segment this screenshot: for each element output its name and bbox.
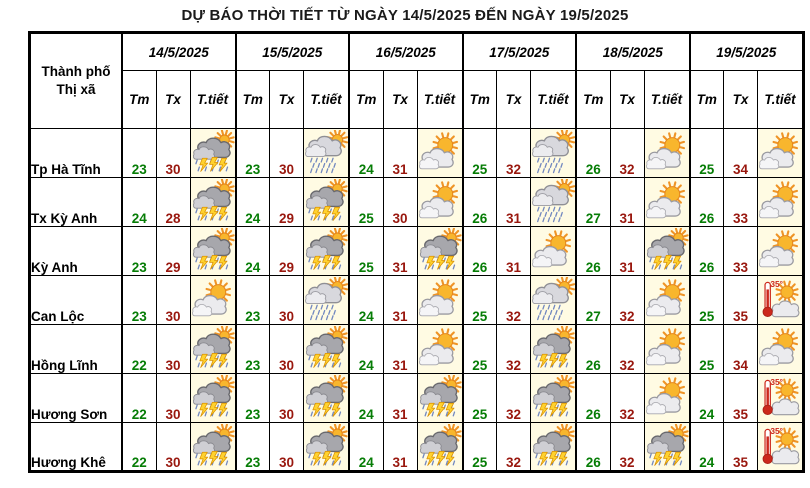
weather-icon-cell (417, 129, 463, 178)
thunder-sun-icon (418, 228, 462, 274)
hot-sun-icon (758, 375, 802, 421)
sun-cloud-icon (758, 326, 802, 372)
rain-drops (311, 158, 336, 172)
rain-sun-icon (531, 179, 575, 225)
tm-value: 26 (576, 325, 610, 374)
tx-value: 32 (610, 374, 644, 423)
tx-value: 32 (610, 325, 644, 374)
rain-sun-icon (304, 130, 348, 176)
lightning-bolt (313, 354, 321, 367)
tx-value: 32 (610, 129, 644, 178)
weather-icon-cell (758, 227, 804, 276)
weather-icon-cell (758, 178, 804, 227)
thunder-sun-icon (191, 326, 235, 372)
tm-value: 25 (463, 325, 497, 374)
subheader-ttiet: T.tiết (531, 71, 577, 129)
tx-value: 32 (497, 276, 531, 325)
subheader-tx: Tx (610, 71, 644, 129)
weather-icon-cell (190, 325, 236, 374)
tx-value: 30 (270, 129, 304, 178)
subheader-ttiet: T.tiết (304, 71, 350, 129)
weather-icon-cell (304, 374, 350, 423)
lightning-bolt (199, 354, 207, 367)
subheader-tx: Tx (497, 71, 531, 129)
weather-icon-cell (758, 325, 804, 374)
lightning-bolt (540, 452, 548, 465)
date-header-1: 14/5/2025 (122, 33, 236, 71)
thunder-sun-icon (191, 179, 235, 225)
tx-value: 31 (383, 374, 417, 423)
tx-value: 32 (497, 423, 531, 472)
weather-icon-cell (190, 227, 236, 276)
tm-value: 26 (690, 178, 724, 227)
subheader-ttiet: T.tiết (644, 71, 690, 129)
tm-value: 25 (463, 423, 497, 472)
rain-drops (538, 207, 563, 221)
table-row (30, 325, 804, 374)
tx-value: 31 (610, 227, 644, 276)
cloud-shape (420, 245, 441, 257)
tx-value: 32 (610, 423, 644, 472)
tx-value: 32 (497, 374, 531, 423)
header-row-sub (30, 71, 804, 129)
sun-cloud-icon (531, 228, 575, 274)
city-cell: Kỳ Anh (30, 227, 123, 276)
subheader-ttiet: T.tiết (190, 71, 236, 129)
cloud-shape (193, 196, 214, 208)
city-cell: Hương Sơn (30, 374, 123, 423)
weather-icon-cell (644, 276, 690, 325)
cloud-shape (306, 343, 327, 355)
tx-value: 34 (724, 129, 758, 178)
tm-value: 24 (349, 325, 383, 374)
tm-value: 23 (122, 227, 156, 276)
tx-value: 32 (610, 276, 644, 325)
corner-header (30, 33, 123, 129)
tx-value: 31 (610, 178, 644, 227)
tm-value: 27 (576, 178, 610, 227)
tx-value: 35 (724, 276, 758, 325)
subheader-ttiet: T.tiết (758, 71, 804, 129)
weather-icon-cell (644, 227, 690, 276)
tm-value: 22 (122, 374, 156, 423)
rain-drops (538, 158, 563, 172)
cloud-shape (772, 301, 799, 317)
tx-value: 35 (724, 374, 758, 423)
lightning-bolt (199, 207, 207, 220)
table-row (30, 276, 804, 325)
cloud-shape (193, 147, 214, 159)
hot-temp-label: 35° (770, 376, 783, 387)
table-row (30, 178, 804, 227)
thunder-sun-icon (645, 424, 689, 470)
hot-temp-label: 35° (770, 425, 783, 436)
thunder-sun-icon (304, 228, 348, 274)
lightning-bolt (540, 403, 548, 416)
table-row (30, 374, 804, 423)
tm-value: 25 (690, 129, 724, 178)
sun-cloud-icon (645, 179, 689, 225)
tm-value: 23 (122, 129, 156, 178)
cloud-shape (306, 196, 327, 208)
weather-icon-cell (758, 276, 804, 325)
weather-icon-cell (190, 423, 236, 472)
city-cell: Can Lộc (30, 276, 123, 325)
tm-value: 25 (690, 325, 724, 374)
rain-sun-icon (531, 130, 575, 176)
weather-icon-cell (304, 178, 350, 227)
rain-sun-icon (304, 277, 348, 323)
sun-cloud-icon (758, 228, 802, 274)
weather-icon-cell (190, 276, 236, 325)
tm-value: 26 (576, 227, 610, 276)
thunder-sun-icon (191, 130, 235, 176)
date-header-3: 16/5/2025 (349, 33, 463, 71)
subheader-tm: Tm (690, 71, 724, 129)
subheader-tm: Tm (236, 71, 270, 129)
tx-value: 31 (383, 227, 417, 276)
city-cell: Hương Khê (30, 423, 123, 472)
thunder-sun-icon (531, 326, 575, 372)
tm-value: 23 (236, 129, 270, 178)
lightning-bolt (540, 354, 548, 367)
cloud-shape (533, 440, 554, 452)
tx-value: 30 (156, 325, 190, 374)
tm-value: 23 (236, 325, 270, 374)
thunder-sun-icon (418, 375, 462, 421)
tx-value: 29 (156, 227, 190, 276)
city-cell: Tp Hà Tĩnh (30, 129, 123, 178)
tx-value: 35 (724, 423, 758, 472)
weather-icon-cell (531, 178, 577, 227)
lightning-bolt (426, 452, 434, 465)
lightning-bolt (199, 452, 207, 465)
lightning-bolt (199, 403, 207, 416)
sun-cloud-icon (645, 130, 689, 176)
tm-value: 24 (690, 374, 724, 423)
thunder-sun-icon (304, 326, 348, 372)
tx-value: 31 (383, 325, 417, 374)
subheader-tm: Tm (463, 71, 497, 129)
weather-icon-cell (531, 374, 577, 423)
thunder-sun-icon (304, 424, 348, 470)
rain-drops (311, 305, 336, 319)
lightning-bolt (653, 256, 661, 269)
cloud-shape (772, 399, 799, 415)
weather-icon-cell (531, 276, 577, 325)
table-row (30, 423, 804, 472)
tm-value: 25 (463, 276, 497, 325)
weather-icon-cell (531, 227, 577, 276)
weather-icon-cell (190, 374, 236, 423)
corner-line2: Thị xã (56, 82, 96, 97)
thunder-sun-icon (531, 424, 575, 470)
lightning-bolt (313, 403, 321, 416)
weather-icon-cell (304, 227, 350, 276)
lightning-bolt (313, 256, 321, 269)
rain-drops (538, 305, 563, 319)
cloud-shape (533, 343, 554, 355)
rain-sun-icon (531, 277, 575, 323)
tm-value: 24 (349, 423, 383, 472)
date-header-4: 17/5/2025 (463, 33, 577, 71)
lightning-bolt (199, 158, 207, 171)
weather-icon-cell (417, 227, 463, 276)
tm-value: 24 (122, 178, 156, 227)
tm-value: 26 (576, 374, 610, 423)
tm-value: 26 (576, 423, 610, 472)
tm-value: 22 (122, 423, 156, 472)
weather-icon-cell (531, 423, 577, 472)
cloud-shape (193, 392, 214, 404)
sun-cloud-icon (758, 179, 802, 225)
tm-value: 23 (236, 374, 270, 423)
page-title: DỰ BÁO THỜI TIẾT TỪ NGÀY 14/5/2025 ĐẾN NGÀY 19/5/2025 (181, 7, 629, 24)
sun-cloud-icon (418, 179, 462, 225)
tx-value: 28 (156, 178, 190, 227)
tm-value: 23 (236, 276, 270, 325)
tx-value: 30 (270, 325, 304, 374)
tx-value: 31 (497, 178, 531, 227)
tm-value: 27 (576, 276, 610, 325)
weather-icon-cell (758, 374, 804, 423)
forecast-body (30, 129, 804, 472)
tx-value: 31 (383, 423, 417, 472)
header-row-dates (30, 33, 804, 71)
tx-value: 33 (724, 227, 758, 276)
hot-sun-icon (758, 277, 802, 323)
weather-icon-cell (417, 374, 463, 423)
city-cell: Tx Kỳ Anh (30, 178, 123, 227)
weather-icon-cell (531, 325, 577, 374)
tx-value: 29 (270, 178, 304, 227)
cloud-shape (533, 392, 554, 404)
tm-value: 24 (349, 276, 383, 325)
tm-value: 26 (463, 178, 497, 227)
cloud-shape (420, 440, 441, 452)
tx-value: 30 (156, 374, 190, 423)
weather-icon-cell (644, 423, 690, 472)
cloud-shape (420, 392, 441, 404)
sun-cloud-icon (418, 326, 462, 372)
lightning-bolt (426, 403, 434, 416)
tm-value: 25 (349, 178, 383, 227)
weather-icon-cell (531, 129, 577, 178)
table-row (30, 227, 804, 276)
subheader-ttiet: T.tiết (417, 71, 463, 129)
tm-value: 24 (236, 178, 270, 227)
date-header-5: 18/5/2025 (576, 33, 690, 71)
tm-value: 24 (349, 374, 383, 423)
sun-cloud-icon (645, 375, 689, 421)
hot-sun-icon (758, 424, 802, 470)
tx-value: 30 (156, 423, 190, 472)
date-header-2: 15/5/2025 (236, 33, 350, 71)
tx-value: 29 (270, 227, 304, 276)
tx-value: 30 (383, 178, 417, 227)
tx-value: 31 (383, 276, 417, 325)
weather-icon-cell (758, 129, 804, 178)
tm-value: 26 (576, 129, 610, 178)
tm-value: 24 (236, 227, 270, 276)
forecast-table (28, 31, 805, 473)
weather-icon-cell (304, 129, 350, 178)
thunder-sun-icon (191, 375, 235, 421)
tx-value: 31 (497, 227, 531, 276)
sun-cloud-icon (418, 277, 462, 323)
tm-value: 25 (690, 276, 724, 325)
tm-value: 24 (690, 423, 724, 472)
weather-icon-cell (644, 129, 690, 178)
thunder-sun-icon (531, 375, 575, 421)
subheader-tm: Tm (576, 71, 610, 129)
cloud-shape (306, 392, 327, 404)
subheader-tx: Tx (270, 71, 304, 129)
sun-cloud-icon (645, 277, 689, 323)
tm-value: 22 (122, 325, 156, 374)
cloud-shape (193, 440, 214, 452)
thunder-sun-icon (645, 228, 689, 274)
weather-icon-cell (417, 276, 463, 325)
subheader-tx: Tx (383, 71, 417, 129)
thunder-sun-icon (304, 375, 348, 421)
cloud-shape (306, 440, 327, 452)
tx-value: 33 (724, 178, 758, 227)
thunder-sun-icon (191, 228, 235, 274)
tm-value: 26 (463, 227, 497, 276)
tx-value: 30 (270, 374, 304, 423)
sun-cloud-icon (758, 130, 802, 176)
tm-value: 23 (122, 276, 156, 325)
cloud-shape (647, 440, 668, 452)
city-cell: Hồng Lĩnh (30, 325, 123, 374)
tm-value: 23 (236, 423, 270, 472)
weather-icon-cell (304, 423, 350, 472)
lightning-bolt (199, 256, 207, 269)
subheader-tm: Tm (122, 71, 156, 129)
lightning-bolt (653, 452, 661, 465)
lightning-bolt (313, 452, 321, 465)
tx-value: 32 (497, 129, 531, 178)
weather-icon-cell (304, 325, 350, 374)
lightning-bolt (426, 256, 434, 269)
tm-value: 25 (463, 129, 497, 178)
weather-icon-cell (644, 325, 690, 374)
tx-value: 30 (156, 129, 190, 178)
lightning-bolt (313, 207, 321, 220)
tx-value: 30 (270, 423, 304, 472)
tx-value: 30 (270, 276, 304, 325)
weather-icon-cell (644, 178, 690, 227)
cloud-shape (193, 245, 214, 257)
sun-cloud-icon (645, 326, 689, 372)
tx-value: 34 (724, 325, 758, 374)
tm-value: 26 (690, 227, 724, 276)
date-header-6: 19/5/2025 (690, 33, 804, 71)
sun-cloud-icon (191, 277, 235, 323)
sun-cloud-icon (418, 130, 462, 176)
weather-icon-cell (758, 423, 804, 472)
hot-temp-label: 35° (770, 278, 783, 289)
weather-icon-cell (417, 325, 463, 374)
tx-value: 32 (497, 325, 531, 374)
cloud-shape (306, 245, 327, 257)
thunder-sun-icon (191, 424, 235, 470)
weather-icon-cell (417, 423, 463, 472)
cloud-shape (193, 343, 214, 355)
tx-value: 30 (156, 276, 190, 325)
corner-line1: Thành phố (41, 63, 111, 79)
weather-icon-cell (190, 178, 236, 227)
thunder-sun-icon (304, 179, 348, 225)
weather-icon-cell (190, 129, 236, 178)
tm-value: 25 (349, 227, 383, 276)
weather-icon-cell (644, 374, 690, 423)
cloud-shape (772, 447, 799, 463)
table-row (30, 129, 804, 178)
tm-value: 25 (463, 374, 497, 423)
subheader-tm: Tm (349, 71, 383, 129)
cloud-shape (647, 245, 668, 257)
tm-value: 24 (349, 129, 383, 178)
weather-icon-cell (417, 178, 463, 227)
thunder-sun-icon (418, 424, 462, 470)
subheader-tx: Tx (156, 71, 190, 129)
tx-value: 31 (383, 129, 417, 178)
weather-icon-cell (304, 276, 350, 325)
subheader-tx: Tx (724, 71, 758, 129)
